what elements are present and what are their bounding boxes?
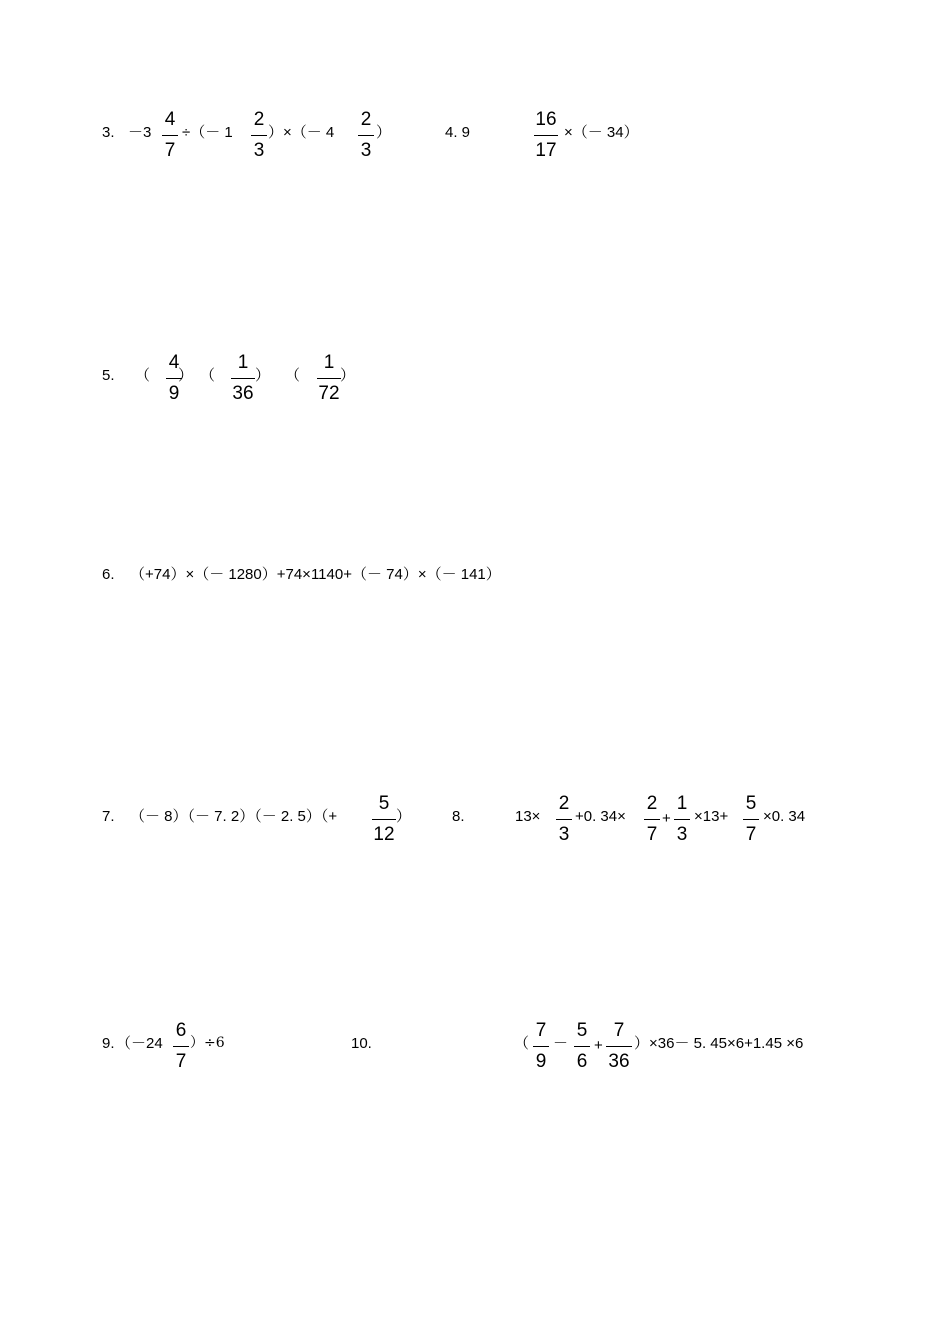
problem-10-plus: + (594, 1037, 603, 1054)
fraction-numerator: 1 (676, 793, 688, 814)
problem-7-fraction-1 (372, 794, 396, 845)
problem-7-expression: （－ 8）（－ 7. 2）（－ 2. 5）（+ (130, 808, 338, 825)
fraction-denominator: 7 (175, 1051, 187, 1073)
fraction-denominator: 72 (318, 383, 340, 405)
fraction-numerator: 5 (745, 793, 757, 814)
problem-3-lead: －3 (128, 124, 152, 141)
problem-9-number: 9. (102, 1035, 115, 1052)
fraction-numerator: 7 (613, 1020, 625, 1041)
problem-row-6 (0, 542, 950, 622)
problem-10-minus: － (553, 1035, 569, 1052)
fraction-denominator: 3 (676, 824, 688, 846)
problem-3-operator-2: ）×（－ 4 (268, 124, 335, 141)
fraction-numerator: 2 (558, 793, 570, 814)
problem-3-close: ） (376, 124, 392, 141)
fraction-denominator: 9 (535, 1051, 547, 1073)
problem-5-close-2: ） (255, 367, 271, 384)
problem-9-fraction-1 (173, 1021, 189, 1072)
problem-3-number: 3. (102, 124, 115, 141)
problem-3-fraction-3 (358, 110, 374, 161)
fraction-denominator: 12 (373, 824, 395, 846)
fraction-denominator: 6 (576, 1051, 588, 1073)
fraction-denominator: 3 (253, 140, 265, 162)
problem-8-plus: + (662, 810, 671, 827)
problem-10-fraction-2 (574, 1021, 590, 1072)
problem-3-fraction-2 (251, 110, 267, 161)
fraction-denominator: 3 (558, 824, 570, 846)
problem-7-number: 7. (102, 808, 115, 825)
fraction-bar (743, 819, 759, 820)
problem-8-fraction-3 (674, 794, 690, 845)
fraction-bar (231, 378, 255, 379)
problem-7-close: ） (396, 808, 412, 825)
problem-5-open-2: （ (200, 367, 216, 384)
problem-6-number: 6. (102, 566, 115, 583)
problem-5-fraction-2 (231, 353, 255, 404)
problem-8-mid-2: ×13+ (694, 808, 729, 825)
problem-5-number: 5. (102, 367, 115, 384)
fraction-numerator: 4 (168, 352, 180, 373)
fraction-bar (674, 819, 690, 820)
problem-8-fraction-1 (556, 794, 572, 845)
problem-10-number: 10. (351, 1035, 372, 1052)
fraction-denominator: 36 (608, 1051, 630, 1073)
fraction-denominator: 3 (360, 140, 372, 162)
fraction-denominator: 36 (232, 383, 254, 405)
problem-8-fraction-4 (743, 794, 759, 845)
fraction-numerator: 5 (378, 793, 390, 814)
fraction-bar (372, 819, 396, 820)
problem-row-7-8 (0, 784, 950, 864)
fraction-bar (251, 135, 267, 136)
problem-5-close-1: ） (178, 367, 194, 384)
problem-4-tail: ×（－ 34） (564, 124, 639, 141)
fraction-denominator: 17 (535, 140, 557, 162)
problem-9-tail: ）÷6 (190, 1035, 225, 1051)
fraction-numerator: 16 (535, 109, 557, 130)
fraction-numerator: 1 (323, 352, 335, 373)
problem-10-fraction-3 (606, 1021, 632, 1072)
problem-10-fraction-1 (533, 1021, 549, 1072)
fraction-bar (574, 1046, 590, 1047)
problem-3-operator-1: ÷（－ 1 (182, 124, 233, 141)
problem-10-tail: ）×36－ 5. 45×6+1.45 ×6 (634, 1035, 804, 1052)
problem-5-open-1: （ (135, 367, 151, 384)
fraction-bar (358, 135, 374, 136)
fraction-denominator: 9 (168, 383, 180, 405)
problem-6-expression: （+74）×（－ 1280）+74×1140+（－ 74）×（－ 141） (130, 566, 501, 583)
problem-row-5 (0, 343, 950, 423)
fraction-bar (173, 1046, 189, 1047)
fraction-bar (606, 1046, 632, 1047)
fraction-bar (644, 819, 660, 820)
problem-9-lead: （－24 (116, 1035, 163, 1052)
fraction-bar (533, 1046, 549, 1047)
fraction-bar (162, 135, 178, 136)
problem-5-close-3: ） (340, 367, 356, 384)
fraction-numerator: 5 (576, 1020, 588, 1041)
fraction-denominator: 7 (745, 824, 757, 846)
fraction-denominator: 7 (164, 140, 176, 162)
problem-4-fraction-1 (534, 110, 558, 161)
fraction-numerator: 2 (360, 109, 372, 130)
fraction-denominator: 7 (646, 824, 658, 846)
fraction-numerator: 1 (237, 352, 249, 373)
problem-row-3-4 (0, 100, 950, 180)
fraction-bar (534, 135, 558, 136)
fraction-bar (556, 819, 572, 820)
problem-3-fraction-1 (162, 110, 178, 161)
fraction-numerator: 2 (253, 109, 265, 130)
problem-8-mid-1: +0. 34× (575, 808, 626, 825)
fraction-numerator: 6 (175, 1020, 187, 1041)
problem-8-number: 8. (452, 808, 465, 825)
problem-8-fraction-2 (644, 794, 660, 845)
problem-10-open: （ (514, 1035, 530, 1052)
problem-8-tail: ×0. 34 (763, 808, 806, 825)
problem-row-9-10 (0, 1011, 950, 1091)
fraction-numerator: 2 (646, 793, 658, 814)
fraction-numerator: 7 (535, 1020, 547, 1041)
problem-5-open-3: （ (285, 367, 301, 384)
fraction-numerator: 4 (164, 109, 176, 130)
problem-4-number: 4. 9 (445, 124, 471, 141)
problem-8-lead: 13× (515, 808, 541, 825)
fraction-bar (317, 378, 341, 379)
problem-5-fraction-3 (317, 353, 341, 404)
